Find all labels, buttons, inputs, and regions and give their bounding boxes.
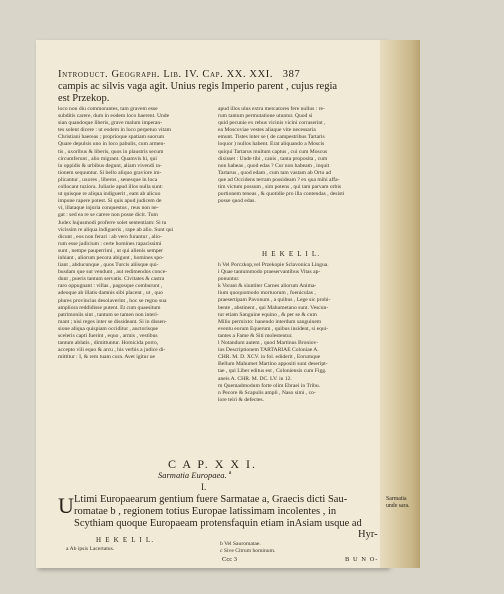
text-line: plures provincias desolaverint , hoc se regno sua — [58, 297, 167, 304]
text-line: in oppidis & urbibus degunt, aliam vivendi ra- — [58, 162, 162, 169]
text-line: sione aliqua quispiam occiditur , auctorisque — [58, 325, 159, 332]
text-line: mant ; nisi reges inter se dissideant. Si in dissen- — [58, 318, 167, 325]
footnote-c: c Sive Citrum hominum. — [220, 548, 276, 554]
chapter-note-marker: a — [228, 470, 232, 477]
text-line: emunt. Tistes inter se ( de campestribus Tartaris — [218, 134, 325, 141]
text-line: tionem sequuntur. Si bello aliquo graviore im- — [58, 169, 162, 176]
head-line-3: est Przekop. — [58, 93, 110, 104]
text-line: ampliora reddidisse putent. Et cum quaesitum — [58, 304, 161, 311]
main-paragraph — [58, 494, 388, 530]
text-line: tantum ablatis , dimittuntur. Homicida porro, — [58, 340, 159, 347]
text-line: Judex hujusmodi proferre solet sententiam: Si tu — [58, 219, 167, 226]
text-line: dicunt , eos non ferari : ab vero furantur , alio- — [58, 233, 162, 240]
text-line: non habeas , quod edas ? Cur non habeam , inquit — [218, 162, 330, 169]
text-line: plicantur , uxores , liberos , senesque in loca — [58, 176, 158, 183]
text-line: que ad Occidens terram possideam ? ex qua mihi affa- — [218, 176, 340, 183]
footnote-line: m Quemadmodum forte olim Ebraei in Tribu. — [218, 382, 321, 389]
main-text-line: romatae b , regionem totius Europae latissimam incolentes , in — [74, 506, 337, 517]
text-line: inhiant , aliorum pecora abigunt , homines spo- — [58, 254, 164, 261]
catchword-line: Hyr- — [358, 529, 378, 540]
text-line: dixisset : Unde tibi , canis , tanta proposita , cum — [218, 155, 328, 162]
footnote-line: n Pecore & Scapulis ampli , Naso simi , co- — [218, 389, 316, 396]
text-line: ut quisque re aliqua indiguerit , eam ab alicuo — [58, 191, 161, 198]
footnote-line: i Quae tantummodo praeservantibus Vitas ap- — [218, 269, 321, 276]
drop-cap: U — [58, 493, 74, 518]
text-line: tim victum possum , sim potens , qui tam parvam orbis — [218, 184, 342, 191]
footnote-line: h Vel Porczkop,vel Przekopie Sclavonica Lingua. — [218, 262, 329, 268]
text-line: portionem teneas , & quotidie pro illa contendas , desisti — [218, 191, 345, 198]
footnote-line: tae , qui Liber editus est , Coloniensis cum Figg. — [218, 368, 327, 375]
text-line: loco non diu commorantes, tam gravem esse — [58, 106, 158, 112]
text-line: quid pecunie ex rebus vicinis vicini corraserint , — [218, 120, 326, 127]
footnote-line: bente , abstinent , qui Mahumetano sunt. Vescun- — [218, 304, 329, 311]
footnote-line: ius Descriptionem TARTARIAE Coloniae A. — [218, 347, 319, 354]
text-line: rum tantum permutatione utuntur. Quod si — [218, 113, 313, 120]
text-line: quiqui Tartarus multum captus , cui cum Moscus — [218, 148, 328, 155]
text-line: patrimoniis sint , tantum se tamen non interi- — [58, 311, 159, 318]
text-line: adeoque ab illatis damnis sibi placent , ut , quo — [58, 290, 163, 297]
text-line: ea Moscoviae vestes aliaque vite necessaria — [218, 127, 316, 134]
text-line: circumferunt , alio migrant. Quamvis hi, qui — [58, 155, 157, 162]
text-line: apud illos ulus extra mercatores fere nullus : re- — [218, 106, 325, 112]
chapter-subtitle — [158, 470, 231, 480]
footnote-line: tur etiam Sanguine equino , & per se & cum — [218, 311, 317, 318]
footnote-a: a Ab ipsis Lacertatus. — [66, 546, 115, 552]
footnote-b: b Vel Sauromatae. — [220, 541, 261, 547]
page-edge-stack — [380, 40, 420, 568]
main-text-line: Ltimi Europaearum gentium fuere Sarmatae a, Graecis dicti Sau- — [74, 494, 348, 505]
footnote-line: Milio permixto: hanendo interdum sanguinem — [218, 318, 322, 325]
text-line: busdam que sut vendunt , aut redimendos conce- — [58, 269, 168, 276]
footnote-line: eventu eorum Equerum , quibus insident, si equi- — [218, 325, 329, 332]
footnote-line: l Notandum autem , quod Martinus Broniov- — [218, 340, 319, 347]
main-text-line: Scythiam quoque Europaeam protensfaquin etiam inAsiam usque ad — [74, 518, 362, 529]
footnote-line: k Vorant & siuntiter Carnes aliorum Anima- — [218, 283, 317, 290]
text-line: impune rapere potest. Si quis apud judicem de — [58, 198, 162, 205]
text-line: raro oppugnant : villas , pagosque comburunt , — [58, 283, 163, 290]
margin-note: Sarmatia unde sara. — [386, 496, 410, 509]
footnote-line: Bellum Mahumet Martino appositi sunt deseript- — [218, 361, 328, 368]
text-line: posse quod edas. — [218, 198, 256, 205]
running-head — [58, 70, 300, 81]
footnote-line: CHR. M. D. XCV. in fol. ediderit , Eorumque — [218, 354, 321, 361]
footnote-line: aneis A. CHR. M. DC. LV. in 12. — [218, 375, 292, 382]
right-footnotes — [218, 262, 382, 412]
text-line: sceleris capti fuerint , equo , armis , vestibus — [58, 333, 158, 339]
running-head-text: Introduct. Geograph. Lib. IV. Cap. XX. XXI. — [58, 69, 274, 80]
signature-mark: Ccc 3 — [222, 556, 237, 563]
footnote-line: lore teiri & defectes. — [218, 396, 264, 403]
chapter-subtitle-text: Sarmatia Europaea. — [158, 470, 227, 480]
hekelil-heading-right: H E K E L I L. — [262, 250, 321, 258]
text-line: gat : sed ea re se carere non posse dicit. Tum — [58, 212, 158, 219]
text-line: vicissim re aliqua indigueris , rape ab alio. Sunt qui — [58, 226, 174, 233]
text-line: accepto vili equo & arcu , his verbis a judice di- — [58, 347, 166, 354]
text-line: rum esse judicium : certe homines rapacissimi — [58, 240, 162, 247]
text-line: sunt , nempe pauperrimi , ut qui alienis semper — [58, 247, 164, 254]
text-line: Tartarus , quod edam , cum tam vastam ab Ortu ad — [218, 169, 332, 176]
text-line: Christiani haereas ; proprioque spatiam suorum — [58, 134, 165, 141]
page-number: 387 — [282, 69, 301, 80]
chapter-title: C A P. X X I. — [168, 457, 258, 471]
text-line: dunt , pueris tantum servatis. Civitates & castra — [58, 276, 165, 283]
footnote-line: tantes a Fame & Siti molestentur. — [218, 332, 293, 339]
footnote-line: lium quoquomodo mortuorum , foeniculas , — [218, 290, 316, 297]
text-line: loquor ) nullos habent. Erat aliquando a Moscis — [218, 141, 325, 148]
text-line: liant , abducunque , quos Turcis aliisque qui- — [58, 262, 159, 269]
text-line: sian quandoque liberis, grave malum imperan- — [58, 120, 163, 127]
text-line: mittitur : I, & rem tuam cura. Avet igitur ue — [58, 354, 155, 361]
text-line: Quare depulsis uno in loco pabulis, cum armen- — [58, 141, 166, 148]
footnote-line: ponuntur. — [218, 276, 240, 283]
text-line: collocant tuziora. Juliarie apud illos nulla sunt: — [58, 184, 163, 191]
footer-hekelil-heading: H E K E L I L. — [96, 536, 155, 544]
text-line: vi, illataque injuria conquestus , reus non ne- — [58, 205, 159, 212]
text-line: tes solent dicere : ut eodem in loco perpetuo vitam — [58, 127, 171, 134]
catchword: B U N O- — [345, 556, 379, 563]
text-line: tis , uxoribus & liberis, quos in plaustris secum — [58, 148, 164, 155]
text-line: subditis carere, dum in eodem loco haerent. Unde — [58, 113, 170, 120]
section-number: I. — [201, 482, 207, 492]
footnote-line: praesertipam Pavonum , a quibus , Lege sic prohi- — [218, 297, 331, 304]
head-line-2: campis ac silvis vaga agit. Unius regis Imperio parent , cujus regia — [58, 81, 338, 92]
left-text-column — [58, 106, 212, 441]
